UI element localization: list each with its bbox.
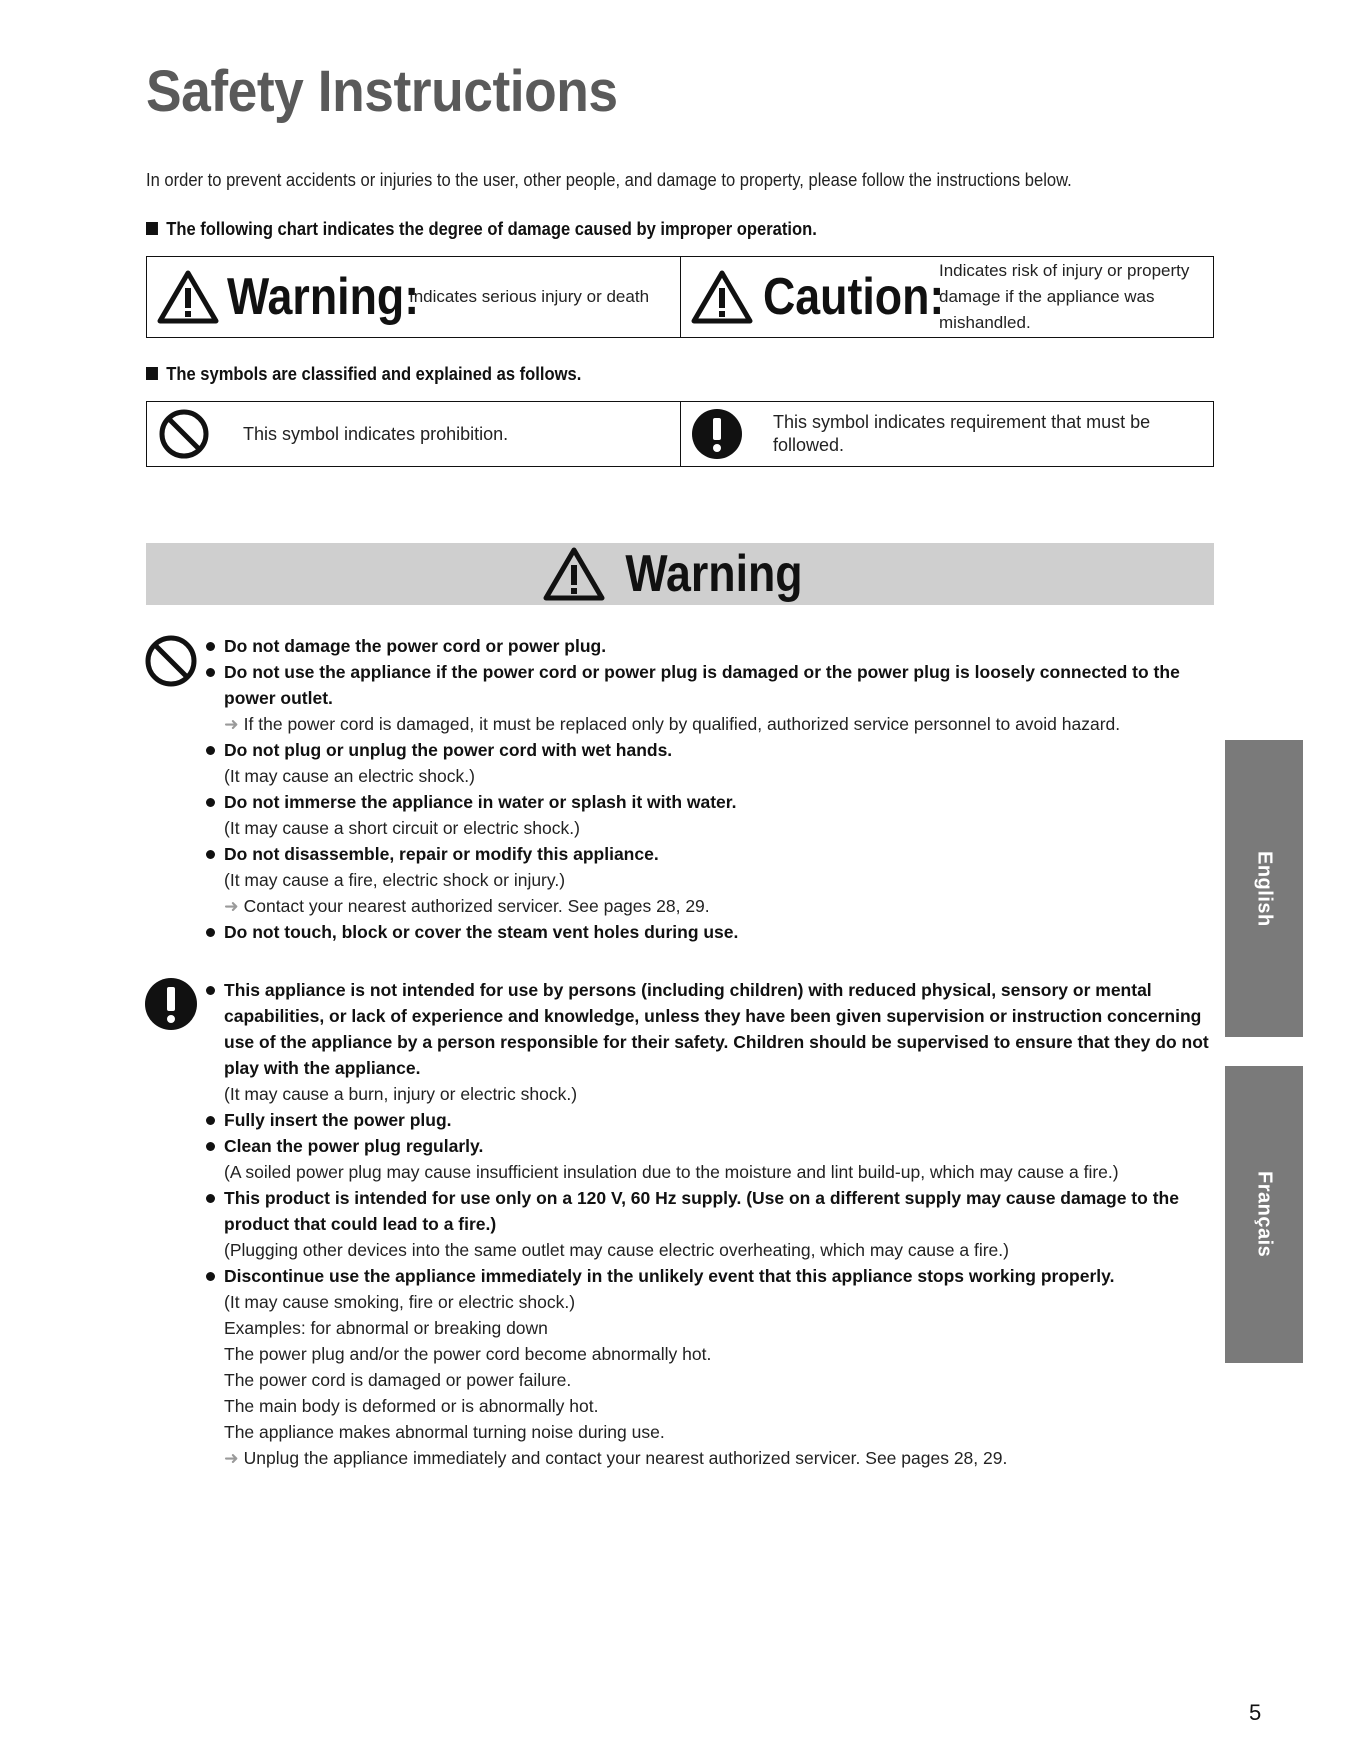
tab-francais[interactable] — [1225, 1066, 1303, 1363]
note-text: (It may cause a burn, injury or electric shock.) — [224, 1084, 578, 1104]
list-item: This product is intended for use only on a 120 V, 60 Hz supply. (Use on a different supply may cause damage to the product that could lead to a fire.) — [204, 1185, 1214, 1237]
example-bullet: The main body is deformed or is abnormally hot. — [224, 1396, 599, 1416]
list-item: Do not touch, block or cover the steam vent holes during use. — [204, 919, 1214, 945]
warning-banner — [146, 543, 1214, 605]
prohibition-icon — [158, 408, 210, 460]
example-bullet: The power plug and/or the power cord become abnormally hot. — [224, 1344, 712, 1364]
list-item: Fully insert the power plug. — [204, 1107, 1214, 1133]
caution-description: Indicates risk of injury or property damage if the appliance was mishandled. — [939, 261, 1190, 332]
tab-english[interactable] — [1225, 740, 1303, 1037]
prohibition-description: This symbol indicates prohibition. — [243, 423, 509, 444]
requirement-list — [204, 977, 1214, 1471]
note-text: (It may cause an electric shock.) — [224, 766, 475, 786]
list-item: Do not disassemble, repair or modify this appliance. — [204, 841, 1214, 867]
list-item: Clean the power plug regularly. — [204, 1133, 1214, 1159]
degree-chart — [146, 256, 1214, 338]
list-item: Do not immerse the appliance in water or splash it with water. — [204, 789, 1214, 815]
examples-text: Examples: for abnormal or breaking down — [224, 1318, 548, 1338]
arrow-icon: ➜ — [224, 896, 239, 916]
square-bullet-icon — [146, 367, 158, 380]
symbols-heading-text: The symbols are classified and explained as follows. — [166, 364, 582, 384]
list-item: This appliance is not intended for use by persons (including children) with reduced physical, sensory or mental capabilities, or lack of experience and knowledge, unless they have been given supervision or instruction concerning use of the appliance by a person responsible for their safety. Children should be supervised to ensure that they do not play with the appliance. — [204, 977, 1214, 1081]
square-bullet-icon — [146, 222, 158, 235]
requirement-description: This symbol indicates requirement that must be followed. — [773, 412, 1151, 455]
prohibition-list — [204, 633, 1214, 945]
degree-heading-text: The following chart indicates the degree of damage caused by improper operation. — [166, 219, 817, 239]
requirement-symbol-cell — [680, 402, 1213, 466]
arrow-icon: ➜ — [224, 714, 239, 734]
list-item: Discontinue use the appliance immediately in the unlikely event that this appliance stops working properly. — [204, 1263, 1214, 1289]
degree-section-heading — [146, 219, 817, 240]
tab-francais-label: Français — [1253, 1171, 1276, 1258]
caution-triangle-icon — [691, 270, 753, 324]
prohibition-icon — [144, 634, 198, 688]
caution-label: Caution: — [763, 268, 945, 326]
warning-banner-title: Warning — [625, 545, 803, 603]
caution-cell — [680, 257, 1213, 337]
list-item: Do not use the appliance if the power cord or power plug is damaged or the power plug is loosely connected to the power outlet. — [204, 659, 1214, 711]
warning-description: Indicates serious injury or death — [409, 287, 650, 306]
note-text: ➜ If the power cord is damaged, it must be replaced only by qualified, authorized service personnel to avoid hazard. — [224, 714, 1121, 734]
warning-triangle-icon — [157, 270, 219, 324]
list-item: Do not damage the power cord or power plug. — [204, 633, 1214, 659]
tab-english-label: English — [1253, 850, 1276, 927]
note-text: (Plugging other devices into the same outlet may cause electric overheating, which may cause a fire.) — [224, 1240, 1009, 1260]
intro-text: In order to prevent accidents or injuries to the user, other people, and damage to property, please follow the instructions below. — [146, 170, 1072, 190]
page-title: Safety Instructions — [146, 59, 618, 124]
exclamation-circle-icon — [691, 408, 743, 460]
note-text: ➜ Unplug the appliance immediately and contact your nearest authorized servicer. See pages 28, 29. — [224, 1448, 1008, 1468]
warning-triangle-icon — [543, 547, 605, 601]
prohibition-symbol-cell — [147, 402, 680, 466]
list-item: Do not plug or unplug the power cord with wet hands. — [204, 737, 1214, 763]
warning-cell — [147, 257, 680, 337]
arrow-icon: ➜ — [224, 1448, 239, 1468]
note-text: (A soiled power plug may cause insufficient insulation due to the moisture and lint build-up, which may cause a fire.) — [224, 1162, 1119, 1182]
example-bullet: The power cord is damaged or power failure. — [224, 1370, 572, 1390]
exclamation-circle-icon — [144, 977, 198, 1031]
symbols-chart — [146, 401, 1214, 467]
note-text: (It may cause a short circuit or electric shock.) — [224, 818, 580, 838]
example-bullet: The appliance makes abnormal turning noise during use. — [224, 1422, 665, 1442]
note-text: (It may cause a fire, electric shock or injury.) — [224, 870, 566, 890]
warning-label: Warning: — [227, 268, 420, 326]
symbols-section-heading — [146, 364, 581, 385]
note-text: ➜ Contact your nearest authorized servicer. See pages 28, 29. — [224, 896, 710, 916]
page-number: 5 — [1249, 1700, 1262, 1725]
note-text: (It may cause smoking, fire or electric shock.) — [224, 1292, 576, 1312]
